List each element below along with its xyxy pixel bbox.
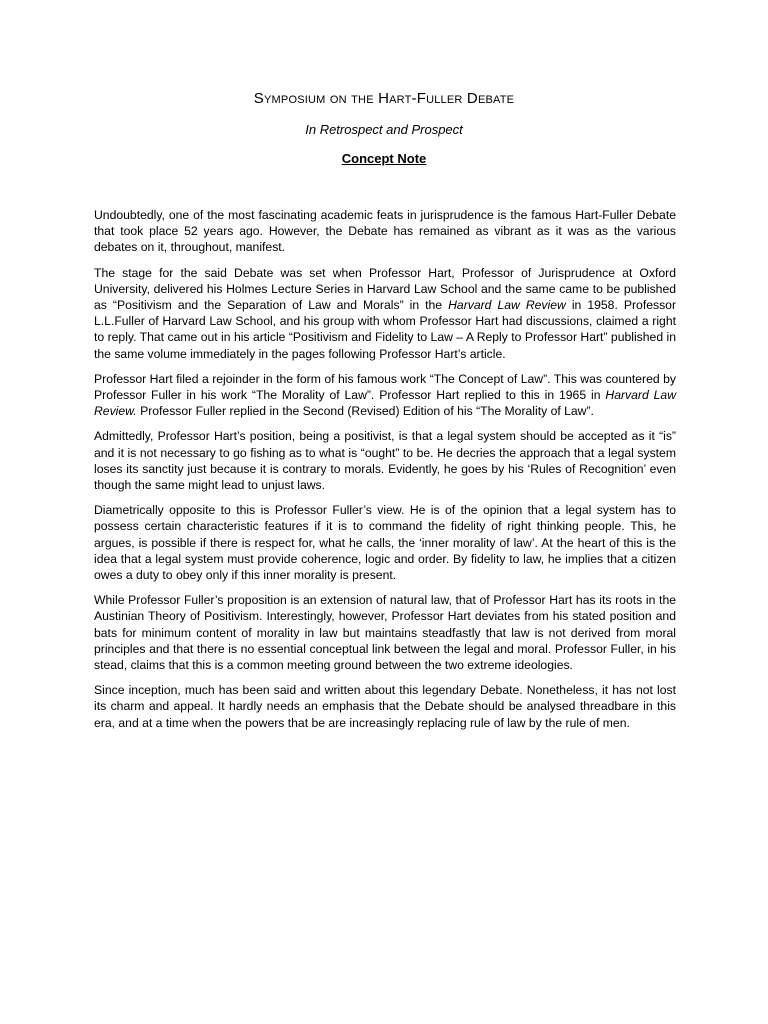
paragraph-3: [94, 371, 676, 420]
document-title: Symposium on the Hart-Fuller Debate: [253, 90, 515, 107]
paragraph-5: Diametrically opposite to this is Professor Fuller’s view. He is of the opinion that a legal system has to possess certain characteristic features if it is to command the fidelity of right thinking people. This, he argues, is possible if there is respect for, what he calls, the ‘inner morality of law’. At the heart of this is the idea that a legal system must provide coherence, logic and order. By fidelity to law, he implies that a citizen owes a duty to obey only if this inner morality is present.: [94, 503, 676, 583]
document-body: [94, 207, 676, 740]
paragraph-3-text-b: Professor Fuller replied in the Second (Revised) Edition of his “The Morality of Law”.: [136, 404, 594, 419]
journal-name: Harvard Law Review.: [94, 388, 677, 419]
paragraph-2: [94, 265, 676, 362]
paragraph-2-text-b: in 1958. Professor L.L.Fuller of Harvard Law School, and his group with whom Professor Hart had discussions, claimed a right to reply. That came out in his article “Positivism and Fidelity to Law – A Reply to Professor Hart” published in the same volume immediately in the pages following Professor Hart’s article.: [94, 298, 677, 361]
journal-name: Harvard Law Review: [448, 298, 566, 313]
section-heading: Concept Note: [341, 151, 427, 166]
document-subtitle: In Retrospect and Prospect: [305, 122, 463, 137]
paragraph-4: Admittedly, Professor Hart’s position, being a positivist, is that a legal system should be accepted as it “is” and it is not necessary to go fishing as to what is “ought” to be. He decries the approach that a legal system loses its sanctity just because it is contrary to morals. Evidently, he goes by his ‘Rules of Recognition’ even though the same might lead to unjust laws.: [94, 429, 676, 493]
paragraph-3-text-a: Professor Hart filed a rejoinder in the form of his famous work “The Concept of Law”. This was countered by Professor Fuller in his work “The Morality of Law”. Professor Hart replied to this in 1965 in: [94, 371, 676, 403]
paragraph-7: Since inception, much has been said and written about this legendary Debate. Nonetheless, it has not lost its charm and appeal. It hardly needs an emphasis that the Debate should be analysed threadbare in this era, and at a time when the powers that be are increasingly replacing rule of law by the rule of men.: [94, 683, 676, 730]
paragraph-2-text-a: The stage for the said Debate was set when Professor Hart, Professor of Jurisprudence at Oxford University, delivered his Holmes Lecture Series in Harvard Law School and the same came to be published as “Positivism and the Separation of Law and Morals” in the: [94, 265, 676, 313]
paragraph-1: Undoubtedly, one of the most fascinating academic feats in jurisprudence is the famous Hart-Fuller Debate that took place 52 years ago. However, the Debate has remained as vibrant as it was as the various debates on it, throughout, manifest.: [94, 208, 676, 255]
paragraph-6: While Professor Fuller’s proposition is an extension of natural law, that of Professor Hart has its roots in the Austinian Theory of Positivism. Interestingly, however, Professor Hart deviates from his stated position and bats for minimum content of morality in law but maintains steadfastly that law is not derived from moral principles and that there is no essential conceptual link between the legal and moral. Professor Fuller, in his stead, claims that this is a common meeting ground between the two extreme ideologies.: [94, 593, 676, 673]
